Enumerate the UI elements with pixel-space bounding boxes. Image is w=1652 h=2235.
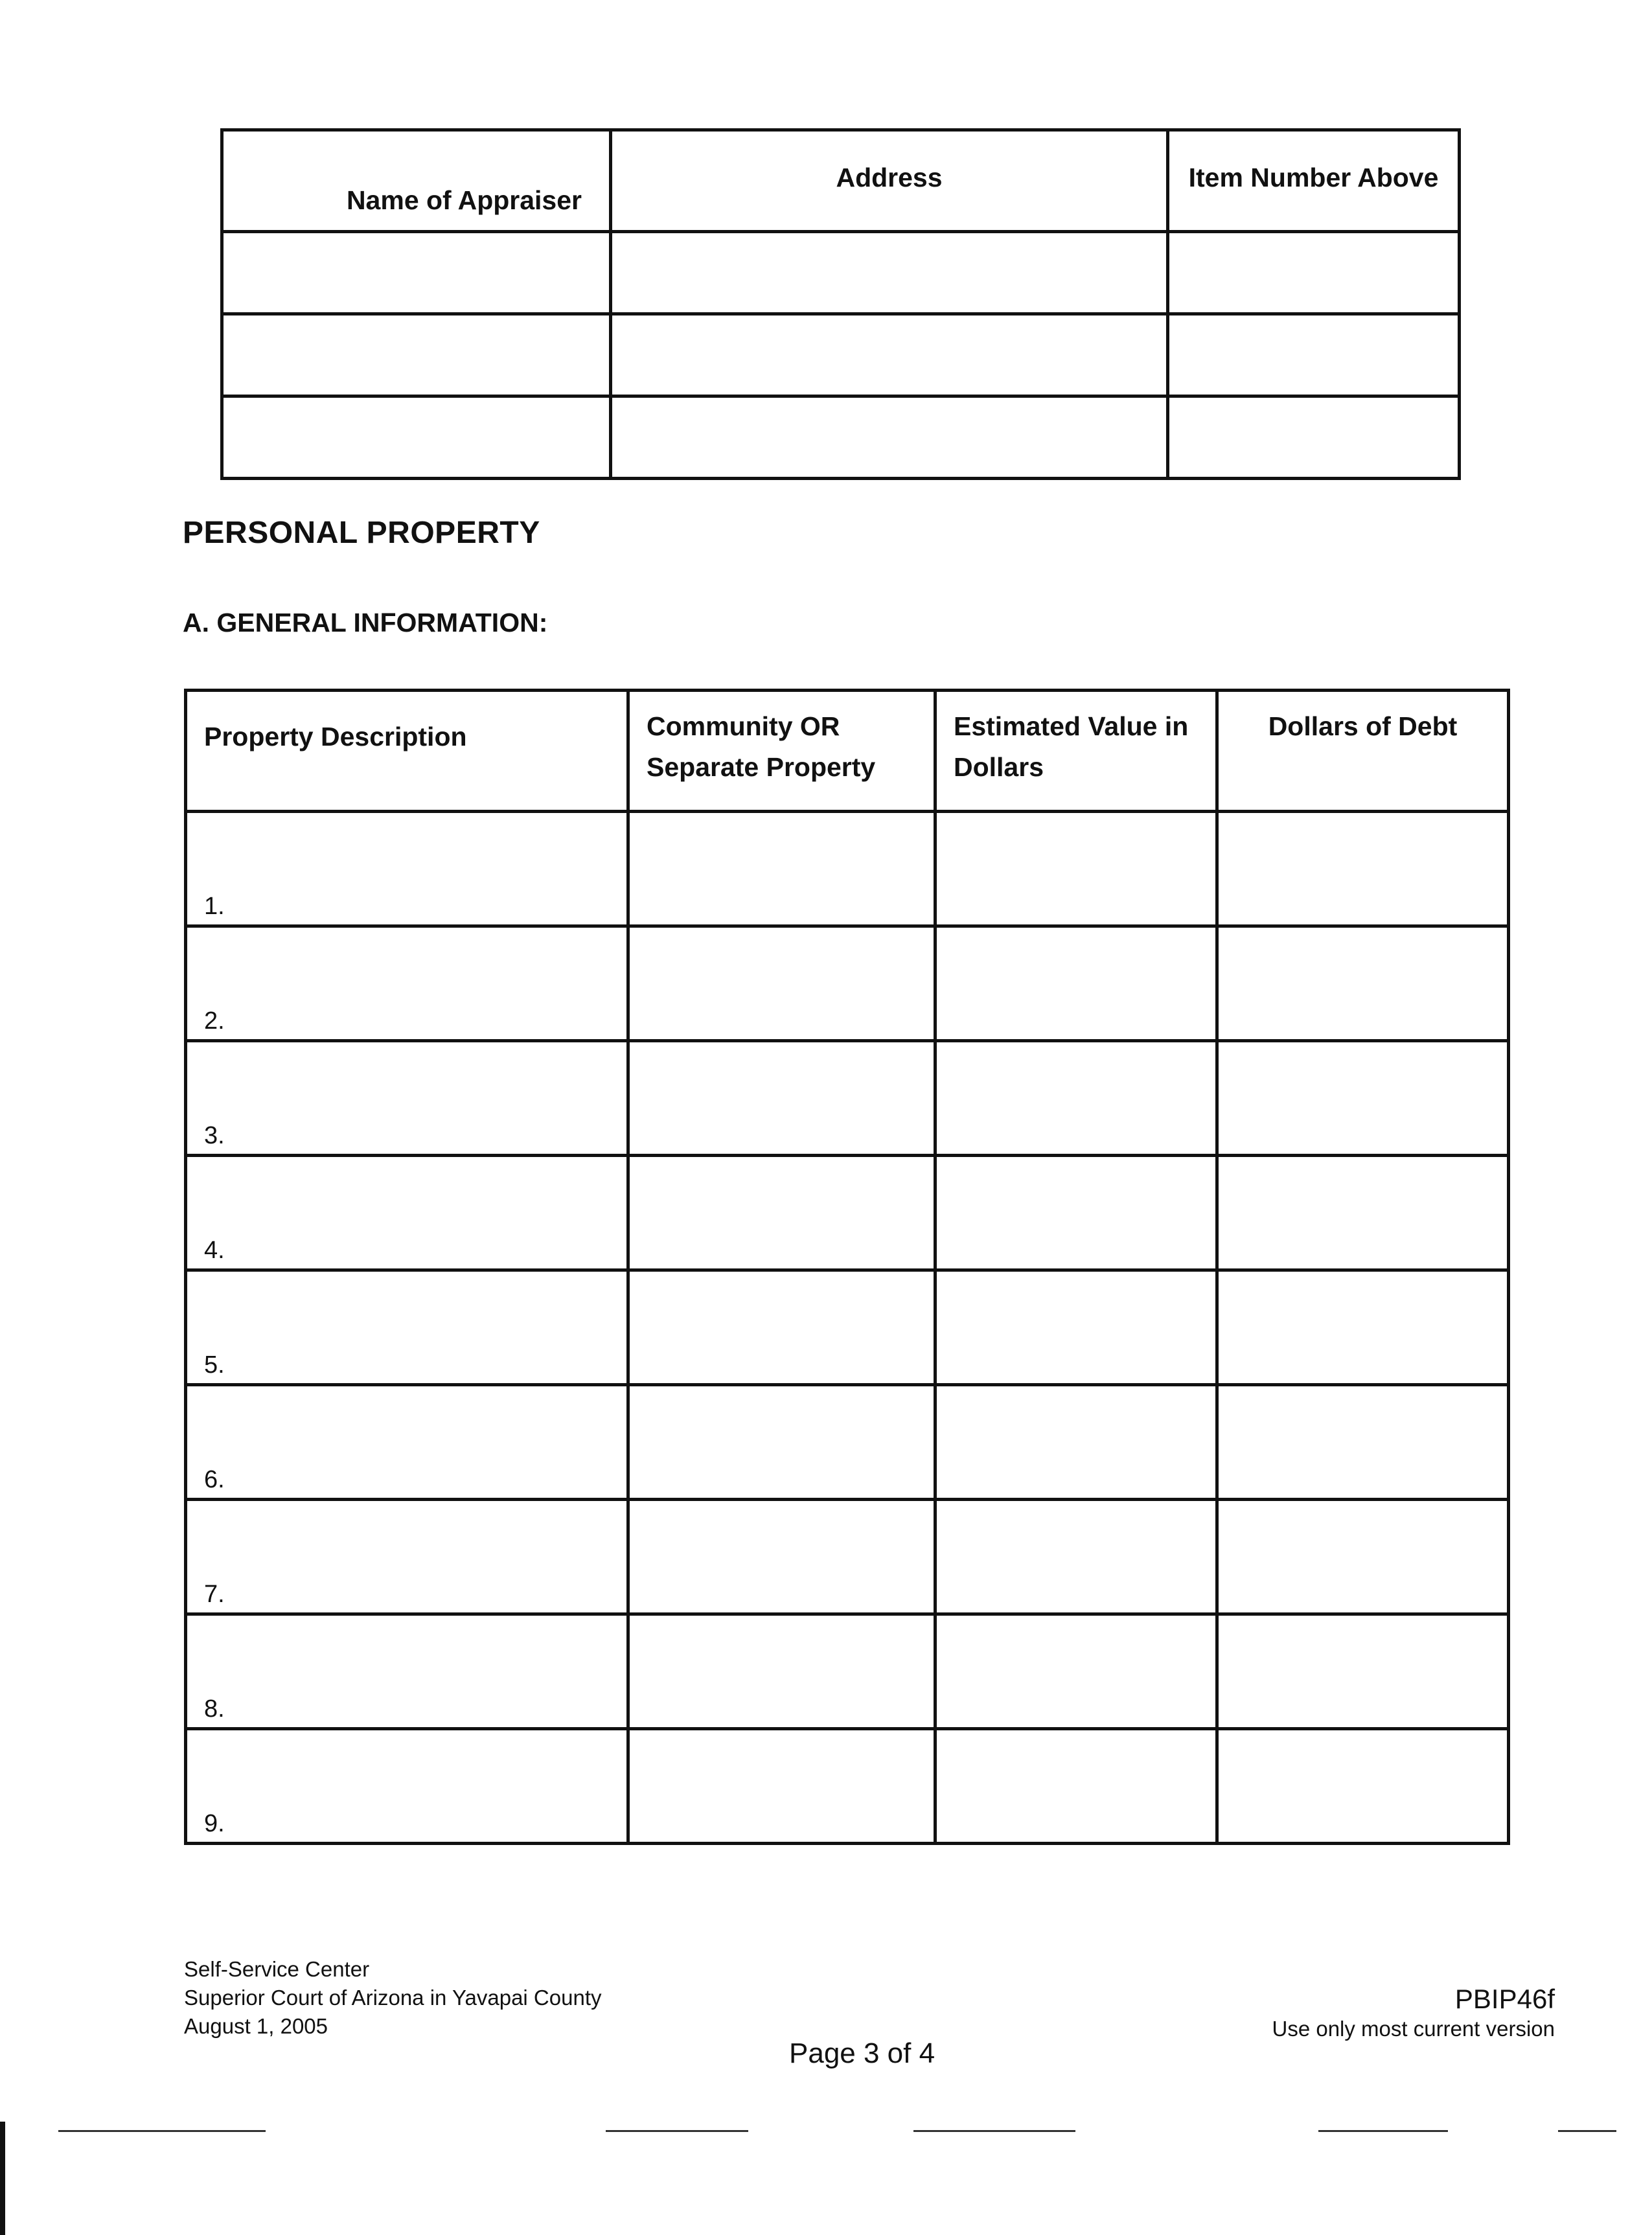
estimated-value-field[interactable] bbox=[935, 1041, 1217, 1156]
row-number: 9. bbox=[204, 1810, 225, 1837]
property-description-field[interactable] bbox=[186, 812, 628, 926]
community-separate-field[interactable] bbox=[628, 1729, 935, 1844]
property-header-row bbox=[186, 691, 1509, 812]
footer-court-name: Superior Court of Arizona in Yavapai County bbox=[184, 1986, 602, 2010]
scan-line bbox=[58, 2130, 266, 2132]
header-item-number: Item Number Above bbox=[1168, 130, 1460, 232]
property-row bbox=[186, 1729, 1509, 1844]
appraiser-row bbox=[222, 396, 1460, 479]
row-number: 3. bbox=[204, 1122, 225, 1149]
estimated-value-field[interactable] bbox=[935, 1385, 1217, 1500]
row-number: 1. bbox=[204, 893, 225, 920]
dollars-of-debt-field[interactable] bbox=[1217, 1729, 1509, 1844]
community-separate-field[interactable] bbox=[628, 1500, 935, 1614]
appraiser-row bbox=[222, 232, 1460, 314]
dollars-of-debt-field[interactable] bbox=[1217, 1270, 1509, 1385]
scan-line bbox=[913, 2130, 1075, 2132]
footer-date: August 1, 2005 bbox=[184, 2014, 328, 2038]
property-row bbox=[186, 926, 1509, 1041]
appraiser-address-field[interactable] bbox=[611, 232, 1168, 314]
section-title: PERSONAL PROPERTY bbox=[183, 516, 540, 550]
row-number: 7. bbox=[204, 1581, 225, 1608]
row-number: 4. bbox=[204, 1237, 225, 1264]
row-number: 6. bbox=[204, 1466, 225, 1493]
appraiser-row bbox=[222, 314, 1460, 396]
property-description-field[interactable] bbox=[186, 1729, 628, 1844]
scan-line bbox=[1558, 2130, 1616, 2132]
appraiser-address-field[interactable] bbox=[611, 314, 1168, 396]
footer-center-name: Self-Service Center bbox=[184, 1957, 370, 1981]
header-community-separate bbox=[628, 691, 935, 812]
property-row bbox=[186, 1270, 1509, 1385]
header-property-description-text: Property Description bbox=[204, 722, 467, 751]
dollars-of-debt-field[interactable] bbox=[1217, 1041, 1509, 1156]
property-description-field[interactable] bbox=[186, 926, 628, 1041]
appraiser-item-number-field[interactable] bbox=[1168, 314, 1460, 396]
estimated-value-field[interactable] bbox=[935, 1614, 1217, 1729]
community-separate-field[interactable] bbox=[628, 1614, 935, 1729]
property-row bbox=[186, 1500, 1509, 1614]
appraiser-header-row bbox=[222, 130, 1460, 232]
community-separate-field[interactable] bbox=[628, 1041, 935, 1156]
community-separate-field[interactable] bbox=[628, 926, 935, 1041]
appraiser-name-field[interactable] bbox=[222, 232, 611, 314]
dollars-of-debt-field[interactable] bbox=[1217, 926, 1509, 1041]
estimated-value-field[interactable] bbox=[935, 926, 1217, 1041]
property-description-field[interactable] bbox=[186, 1041, 628, 1156]
community-separate-field[interactable] bbox=[628, 812, 935, 926]
page-number: Page 3 of 4 bbox=[789, 2037, 935, 2069]
dollars-of-debt-field[interactable] bbox=[1217, 812, 1509, 926]
header-dollars-of-debt: Dollars of Debt bbox=[1217, 691, 1509, 812]
community-separate-field[interactable] bbox=[628, 1385, 935, 1500]
appraiser-address-field[interactable] bbox=[611, 396, 1168, 479]
property-description-field[interactable] bbox=[186, 1614, 628, 1729]
estimated-value-field[interactable] bbox=[935, 812, 1217, 926]
property-row bbox=[186, 1385, 1509, 1500]
community-separate-field[interactable] bbox=[628, 1270, 935, 1385]
appraiser-item-number-field[interactable] bbox=[1168, 232, 1460, 314]
property-description-field[interactable] bbox=[186, 1385, 628, 1500]
appraiser-table bbox=[220, 128, 1461, 480]
property-description-field[interactable] bbox=[186, 1500, 628, 1614]
estimated-value-field[interactable] bbox=[935, 1500, 1217, 1614]
version-note: Use only most current version bbox=[1272, 2017, 1555, 2041]
row-number: 5. bbox=[204, 1351, 225, 1379]
community-separate-field[interactable] bbox=[628, 1156, 935, 1270]
property-row bbox=[186, 1041, 1509, 1156]
property-table bbox=[184, 689, 1510, 1845]
form-code: PBIP46f bbox=[1454, 1984, 1555, 2014]
row-number: 8. bbox=[204, 1695, 225, 1723]
property-rows bbox=[186, 812, 1509, 1844]
scan-line bbox=[606, 2130, 748, 2132]
header-value-line1: Estimated Value in bbox=[954, 711, 1189, 741]
estimated-value-field[interactable] bbox=[935, 1156, 1217, 1270]
dollars-of-debt-field[interactable] bbox=[1217, 1500, 1509, 1614]
header-community-line2: Separate Property bbox=[647, 752, 876, 782]
scan-line bbox=[1318, 2130, 1448, 2132]
appraiser-item-number-field[interactable] bbox=[1168, 396, 1460, 479]
header-property-description bbox=[186, 691, 628, 812]
dollars-of-debt-field[interactable] bbox=[1217, 1385, 1509, 1500]
footer-left bbox=[184, 1955, 601, 2041]
dollars-of-debt-field[interactable] bbox=[1217, 1614, 1509, 1729]
property-row bbox=[186, 1614, 1509, 1729]
appraiser-name-field[interactable] bbox=[222, 314, 611, 396]
header-name-of-appraiser: Name of Appraiser bbox=[222, 130, 611, 232]
property-row bbox=[186, 812, 1509, 926]
property-description-field[interactable] bbox=[186, 1270, 628, 1385]
header-address: Address bbox=[611, 130, 1168, 232]
header-estimated-value bbox=[935, 691, 1217, 812]
estimated-value-field[interactable] bbox=[935, 1270, 1217, 1385]
row-number: 2. bbox=[204, 1007, 225, 1035]
appraiser-name-field[interactable] bbox=[222, 396, 611, 479]
footer-right bbox=[1272, 1982, 1555, 2042]
scan-margin-bar bbox=[0, 2122, 5, 2235]
subsection-title: A. GENERAL INFORMATION: bbox=[183, 608, 548, 637]
header-value-line2: Dollars bbox=[954, 752, 1044, 782]
estimated-value-field[interactable] bbox=[935, 1729, 1217, 1844]
header-community-line1: Community OR bbox=[647, 711, 840, 741]
property-description-field[interactable] bbox=[186, 1156, 628, 1270]
property-row bbox=[186, 1156, 1509, 1270]
dollars-of-debt-field[interactable] bbox=[1217, 1156, 1509, 1270]
